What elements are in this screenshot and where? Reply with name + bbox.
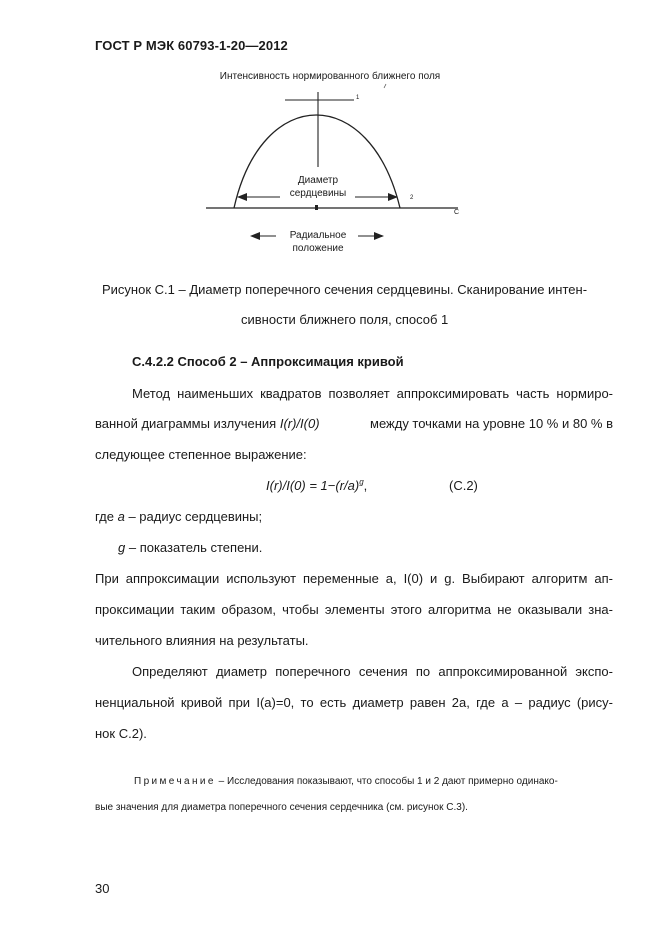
section-title: С.4.2.2 Способ 2 – Аппроксимация кривой — [132, 354, 404, 369]
paragraph1-line3: следующее степенное выражение: — [95, 447, 307, 462]
figure-caption-line2: сивности ближнего поля, способ 1 — [241, 312, 449, 327]
note-line2: вые значения для диаметра поперечного сечения сердечника (см. рисунок С.3). — [95, 802, 468, 813]
paragraph1-line2 — [95, 416, 613, 431]
paragraph3-line2: ненциальной кривой при I(a)=0, то есть диаметр равен 2a, где a – радиус (рису- — [95, 695, 613, 710]
formula-number: (С.2) — [449, 478, 478, 493]
scan-mark — [384, 84, 386, 88]
radial-arrowhead-right — [374, 232, 384, 240]
paragraph3-line1: Определяют диаметр поперечного сечения по аппроксимированной экспо- — [132, 664, 613, 679]
radial-arrowhead-left — [250, 232, 260, 240]
paragraph2-line1: При аппроксимации используют переменные a, I(0) и g. Выбирают алгоритм ап- — [95, 571, 613, 586]
note-label: Примечание — [134, 776, 216, 787]
formula-expression: $I(r)/I(0) = 1-(r/a)^g$, — [266, 477, 368, 493]
note-line1: Примечание – Исследования показывают, что способы 1 и 2 дают примерно одинако- — [134, 776, 558, 787]
paragraph2-line3: чительного влияния на результаты. — [95, 633, 309, 648]
center-tick — [315, 205, 318, 210]
paragraph3-line3: нок С.2). — [95, 726, 147, 741]
where-line1: где a – радиус сердцевины; — [95, 509, 263, 524]
ratio-formula: I(r)/I(0) — [279, 416, 320, 431]
radial-label-line2: положение — [292, 243, 344, 254]
page-number: 30 — [95, 881, 110, 896]
paragraph1-line2-start: ванной диаграммы излучения I(r)/I(0) — [95, 416, 320, 431]
figure-c1 — [190, 64, 470, 264]
mark-mid: 2 — [410, 195, 414, 201]
paragraph2-line2: проксимации таким образом, чтобы элементы этого алгоритма не оказывали зна- — [95, 602, 613, 617]
mark-axis: С — [454, 209, 460, 216]
diameter-label-line2: сердцевины — [289, 188, 347, 199]
paragraph1-line2-end: между точками на уровне 10 % и 80 % в — [370, 416, 613, 431]
diameter-arrowhead-left — [237, 193, 247, 201]
diameter-label-line1: Диаметр — [297, 175, 339, 186]
where-line2: g – показатель степени. — [118, 540, 263, 555]
figure-y-label: Интенсивность нормированного ближнего поля — [219, 71, 441, 82]
paragraph1-line1: Метод наименьших квадратов позволяет аппроксимировать часть нормиро- — [132, 386, 613, 401]
standard-header: ГОСТ Р МЭК 60793-1-20—2012 — [95, 38, 288, 53]
mark-top: 1 — [356, 95, 360, 101]
radial-label-line1: Радиальное — [289, 230, 347, 241]
figure-caption-line1: Рисунок С.1 – Диаметр поперечного сечения сердцевины. Сканирование интен- — [102, 282, 588, 297]
